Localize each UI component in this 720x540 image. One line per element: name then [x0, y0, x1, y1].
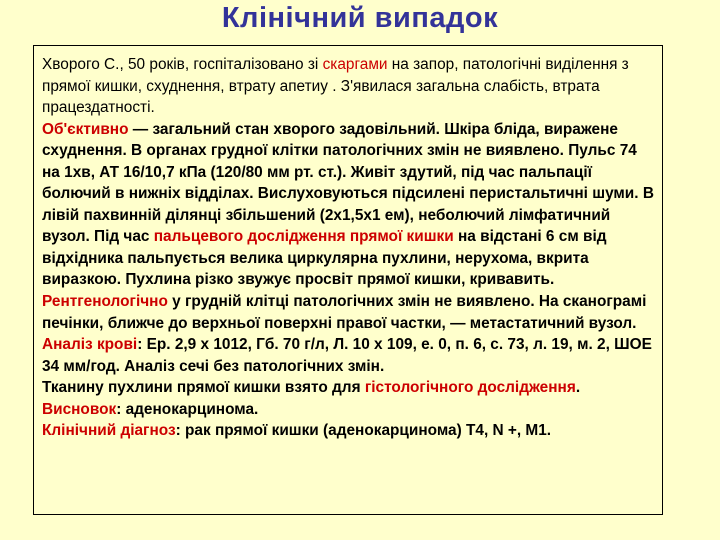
objective-text-1: — загальний стан хворого задовільний. Шкіра бліда, виражене схуднення. В органах грудної клітки патологічних змін не виявлено. Пульс 74 на 1хв, АТ 16/10,7 кПа (120/80 мм рт. ст.). Живіт здутий, під час пальпації болючий в нижніх відділах. Вислуховуються підсилені перистальтичні шуми. В лівій пахвинній ділянці збільшений (2х1,5х1 ем), неболючий лімфатичний вузол. Під час: [42, 120, 654, 246]
blood-test-paragraph: [42, 334, 654, 420]
case-text-box: [33, 45, 663, 515]
objective-term: Об'єктивно: [42, 120, 129, 138]
histology-text-1: Тканину пухлини прямої кишки взято для: [42, 379, 365, 397]
objective-text-2: на відстані 6 см від відхідника пальпується велика циркулярна пухлини, нерухома, вкрита виразкою. Пухлина різко звужує просвіт прямої кишки, кривавить.: [42, 228, 607, 289]
histology-text-2: .: [575, 379, 581, 397]
xray-text: у грудній клітці патологічних змін не виявлено. На сканограмі печінки, ближче до верхньої поверхні правої частки, — метастатичний вузол.: [42, 293, 647, 332]
conclusion-text: : аденокарцинома.: [116, 400, 259, 418]
complaints-paragraph: [42, 54, 654, 119]
blood-test-text: : Ер. 2,9 х 1012, Гб. 70 г/л, Л. 10 х 109, е. 0, п. 6, с. 73, л. 19, м. 2, ШОЕ 34 мм/год. Аналіз сечі без патологічних змін.: [42, 336, 652, 375]
xray-paragraph: [42, 291, 654, 334]
complaints-text-1: Хворого С., 50 років, госпіталізовано зі: [42, 56, 323, 73]
blood-test-term: Аналіз крові: [42, 336, 138, 354]
rectal-exam-term: пальцевого дослідження прямої кишки: [153, 228, 454, 246]
complaints-term: скаргами: [322, 56, 388, 73]
diagnosis-text: : рак прямої кишки (аденокарцинома) Т4, N +, М1.: [175, 422, 552, 440]
complaints-text-2: на запор, патологічні виділення з прямої кишки, схуднення, втрату апетиу . З'явилася загальна слабість, втрата працездатності.: [42, 56, 629, 117]
objective-paragraph: [42, 119, 654, 291]
histology-term: гістологічного дослідження: [364, 379, 576, 397]
diagnosis-paragraph: [42, 420, 654, 442]
diagnosis-term: Клінічний діагноз: [42, 422, 176, 440]
slide-title: Клінічний випадок: [221, 2, 499, 34]
xray-term: Рентгенологічно: [42, 293, 168, 311]
conclusion-term: Висновок: [42, 400, 117, 418]
